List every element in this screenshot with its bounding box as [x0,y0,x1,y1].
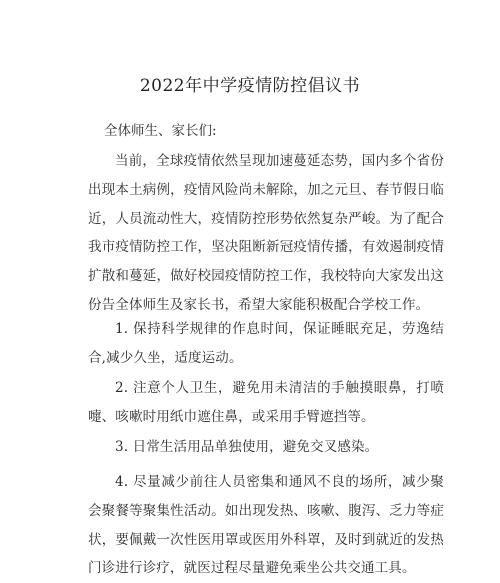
item-paragraph-1: 1. 保持科学规律的作息时间，保证睡眠充足，劳逸结合,减少久坐，适度运动。 [88,321,444,366]
item-paragraph-4: 4. 尽量减少前往人员密集和通风不良的场所，减少聚会聚餐等聚集性活动。如出现发热、咳嗽、腹泻、乏力等症状，要佩戴一次性医用罩或医用外科罩，及时到就近的发热门诊进行诊疗，就医过程尽量避免乘坐公共交通工具。 [88,474,444,577]
item-paragraph-2: 2. 注意个人卫生，避免用未清洁的手触摸眼鼻，打喷嚏、咳嗽时用纸巾遮住鼻，或采用手臂遮挡等。 [88,380,444,425]
document-title: 2022年中学疫情防控倡议书 [139,76,361,96]
intro-paragraph: 当前，全球疫情依然呈现加速蔓延态势，国内多个省份出现本土病例，疫情风险尚未解除，加之元旦、春节假日临近，人员流动性大，疫情防控形势依然复杂严峻。为了配合我市疫情防控工作，坚决阻断新冠疫情传播，有效遏制疫情扩散和蔓延，做好校园疫情防控工作，我校特向大家发出这份告全体师生及家长书，希望大家能积极配合学校工作。 [88,153,444,313]
salutation: 全体师生、家长们: [104,123,217,139]
item-paragraph-3: 3. 日常生活用品单独使用，避免交叉感染。 [115,439,379,455]
